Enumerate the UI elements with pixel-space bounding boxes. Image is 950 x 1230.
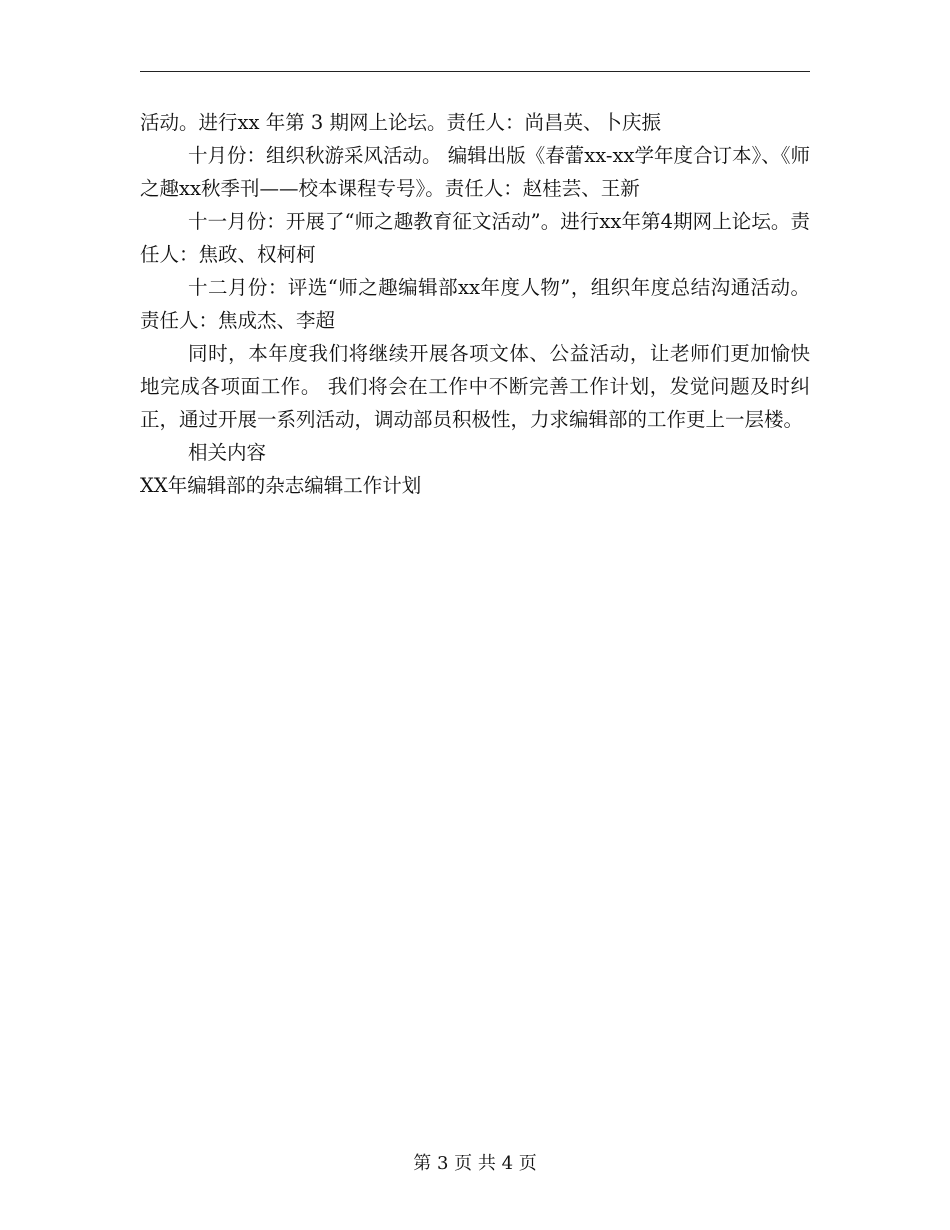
paragraph-october: 十月份：组织秋游采风活动。 编辑出版《春蕾xx-xx学年度合订本》、《师之趣xx秋季刊——校本课程专号》。责任人：赵桂芸、王新 (140, 144, 810, 200)
related-link[interactable]: XX年编辑部的杂志编辑工作计划 (140, 474, 422, 497)
related-item (140, 469, 810, 502)
paragraph-summary: 同时，本年度我们将继续开展各项文体、公益活动，让老师们更加愉快地完成各项面工作。 我们将会在工作中不断完善工作计划，发觉问题及时纠正，通过开展一系列活动，调动部员积极性，力求编辑部的工作更上一层楼。 (140, 342, 810, 431)
header-rule (140, 71, 810, 72)
related-heading: 相关内容 (188, 441, 267, 464)
paragraph-december: 十二月份：评选“师之趣编辑部xx年度人物”，组织年度总结沟通活动。责任人：焦成杰、李超 (140, 276, 810, 332)
page-number: 第 3 页 共 4 页 (413, 1153, 537, 1174)
paragraph-continued-activity: 活动。进行xx 年第 3 期网上论坛。责任人：尚昌英、卜庆振 (140, 111, 661, 134)
paragraph-november: 十一月份：开展了“师之趣教育征文活动”。进行xx年第4期网上论坛。责任人：焦政、权柯柯 (140, 210, 810, 266)
document-body (140, 106, 810, 502)
